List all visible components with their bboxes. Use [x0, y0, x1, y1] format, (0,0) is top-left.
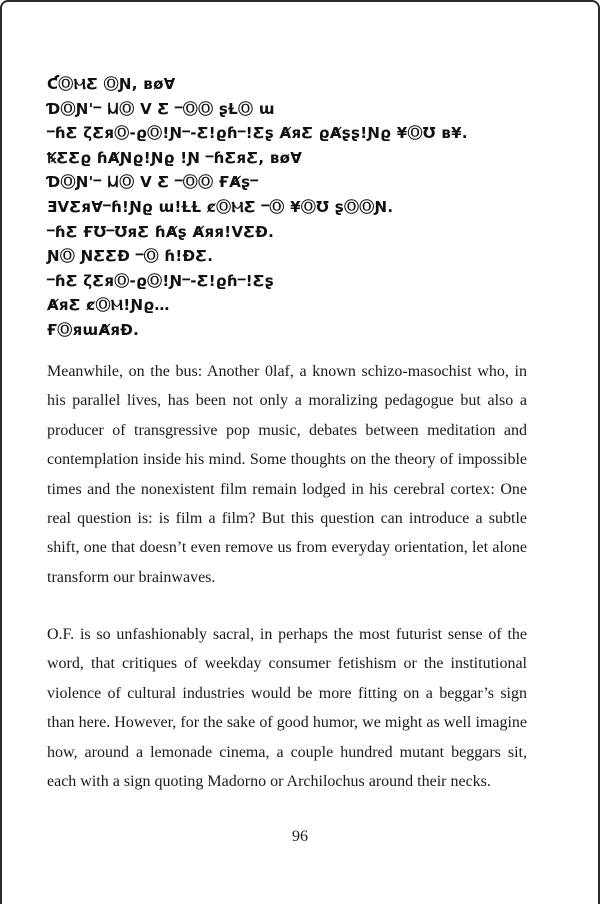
poem-line: ȺяƸ ȼⓄⲘ!Ɲϱ…	[47, 296, 170, 315]
body-paragraph: Meanwhile, on the bus: Another 0laf, a known schizo-masochist who, in his parallel lives, has been not only a moralizing pedagogue but also a producer of transgressive pop music, debates between meditation and contemplation inside his mind. Some thoughts on the theory of impossible times and the nonexistent film remain lodged in his cerebral cortex: One real question is: is film a film? But this question can introduce a subtle shift, one that doesn’t even remove us from everyday orientation, let alone transform our brainwaves.	[47, 363, 527, 586]
poem-line: ⲻɦƸ ҒƱⲻƱяƸ ɦȺʂ Ⱥяя!ⅤƸƉ.	[47, 222, 275, 241]
poem-line: ꝄƸƸϱ ɦȺƝϱ!Ɲϱ !Ɲ ⲻɦƸяƸ, ʙøⱯ	[47, 148, 303, 167]
poem-line: ƊⓄƝ'ⲻ ⲘⓄ Ⅴ Ƹ ⲻⓄⓄ ʂⱢⓄ ɯ	[47, 99, 275, 118]
body-paragraph: O.F. is so unfashionably sacral, in perhaps the most futurist sense of the word, that critiques of weekday consumer fetishism or the institutional violence of cultural industries would be more fitting on a beggar’s sign than here. However, for the sake of good humor, we might as well imagine how, around a lemonade cinema, a couple hundred mutant beggars sit, each with a sign quoting Madorno or Archilochus around their necks.	[47, 626, 527, 791]
poem-line: ƇⓄⲘƸ ⓄƝ, ʙøⱯ	[47, 75, 176, 93]
page-number: 96	[292, 828, 308, 845]
poem-line: ƝⓄ ƝƸƸƉ ⲻⓄ ɦ!ƉƸ.	[47, 247, 214, 266]
poem-line: ҒⓄяɯȺяƉ.	[47, 320, 140, 339]
poem-line: ⲻɦƸ ζƸяⓄ-ϱⓄ!Ɲⲻ-Ƹ!ϱɦⲻ!Ƹʂ	[47, 271, 275, 290]
poem-line: ƎⅤƸяⱯⲻɦ!Ɲϱ ɯ!ⱢⱢ ȼⓄⲘƸ ⲻⓄ ¥ⓄƱ ʂⓄⓄƝ.	[47, 197, 394, 216]
poem-line: ⲻɦƸ ζƸяⓄ-ϱⓄ!Ɲⲻ-Ƹ!ϱɦⲻ!Ƹʂ ȺяƸ ϱȺʂʂ!Ɲϱ ¥ⓄƱ ʙ¥.	[47, 124, 468, 143]
poem-line: ƊⓄƝ'ⲻ ⲘⓄ Ⅴ Ƹ ⲻⓄⓄ ҒȺʂⲻ	[47, 173, 259, 192]
stylized-poem	[47, 72, 547, 343]
